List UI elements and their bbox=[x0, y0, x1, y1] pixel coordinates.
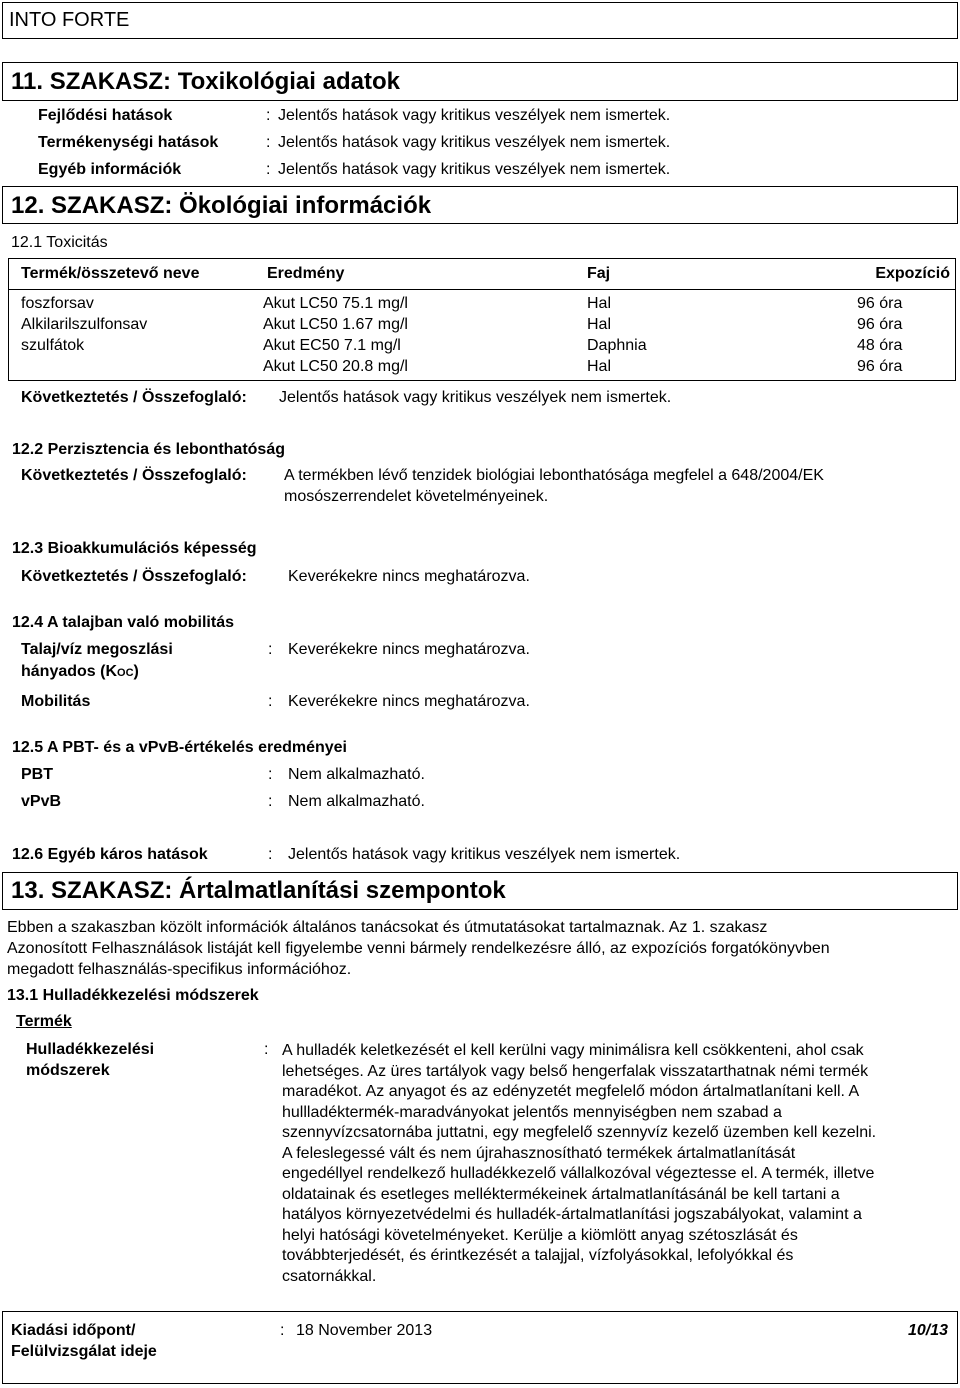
pbt-label: PBT bbox=[21, 766, 53, 783]
s11-colon-2: : bbox=[266, 161, 271, 178]
koc-colon: : bbox=[268, 641, 273, 658]
tox-conclusion-value: Jelentős hatások vagy kritikus veszélyek nem ismertek. bbox=[279, 389, 672, 406]
footer-label-2: Felülvizsgálat ideje bbox=[11, 1343, 157, 1360]
koc-label-sub: OC bbox=[117, 667, 134, 679]
other-effects-colon: : bbox=[268, 846, 273, 863]
bioaccumulation-label: Következtetés / Összefoglaló: bbox=[21, 568, 247, 585]
product-name: INTO FORTE bbox=[9, 9, 130, 31]
bioaccumulation-heading: 12.3 Bioakkumulációs képesség bbox=[12, 540, 257, 557]
tox-result-3: Akut LC50 20.8 mg/l bbox=[263, 358, 408, 375]
s13-intro-2: Azonosított Felhasználások listáját kell figyelembe venni bármely rendelkezésre álló, az expozíciós forgatókönyvben bbox=[7, 940, 830, 957]
tox-result-1: Akut LC50 1.67 mg/l bbox=[263, 316, 408, 333]
persistence-heading: 12.2 Perzisztencia és lebonthatóság bbox=[12, 441, 285, 458]
header-box bbox=[2, 2, 958, 39]
s11-colon-1: : bbox=[266, 134, 271, 151]
tox-col-species: Faj bbox=[587, 265, 611, 282]
section-13-title: 13. SZAKASZ: Ártalmatlanítási szempontok bbox=[11, 877, 506, 904]
waste-line: oldatainak és esetleges melléktermékeinek ártalmatlanításánál be kell tartani a bbox=[282, 1185, 840, 1203]
tox-species-3: Hal bbox=[587, 358, 612, 375]
tox-col-result: Eredmény bbox=[267, 265, 345, 282]
tox-body-box bbox=[8, 289, 956, 381]
other-effects-label: 12.6 Egyéb káros hatások bbox=[12, 846, 208, 863]
waste-line: helyi hatósági követelményeket. Kerülje a kiömlött anyag szétoszlását és bbox=[282, 1226, 798, 1244]
waste-line: maradékot. Az anyagot és az edényzetét megfelelő módon ártalmatlanítani kell. A bbox=[282, 1083, 860, 1100]
waste-line: továbbterjedését, és érintkezését a talajjal, vízfolyásokkal, lefolyókkal és bbox=[282, 1247, 794, 1264]
s11-colon-0: : bbox=[266, 107, 271, 124]
waste-label-1: Hulladékkezelési bbox=[26, 1041, 155, 1058]
tox-exposure-3: 96 óra bbox=[857, 358, 903, 375]
other-effects-value: Jelentős hatások vagy kritikus veszélyek nem ismertek. bbox=[288, 846, 681, 863]
s11-value-2: Jelentős hatások vagy kritikus veszélyek nem ismertek. bbox=[278, 161, 671, 178]
vpvb-colon: : bbox=[268, 793, 273, 810]
footer-page: 10/13 bbox=[907, 1322, 948, 1339]
koc-label-1: Talaj/víz megoszlási bbox=[21, 641, 173, 658]
waste-text bbox=[282, 1041, 952, 1287]
tox-result-2: Akut EC50 7.1 mg/l bbox=[263, 337, 401, 354]
bioaccumulation-value: Keverékekre nincs meghatározva. bbox=[288, 568, 530, 585]
waste-colon: : bbox=[264, 1041, 269, 1058]
product-subheading: Termék bbox=[16, 1013, 72, 1030]
waste-line: A feleslegessé vált és nem újrahasznosítható termékek ártalmatlanítását bbox=[282, 1144, 796, 1162]
pbt-heading: 12.5 A PBT- és a vPvB-értékelés eredményei bbox=[12, 739, 347, 756]
tox-exposure-2: 48 óra bbox=[857, 337, 903, 354]
mobility-value: Keverékekre nincs meghatározva. bbox=[288, 693, 530, 710]
s13-intro-3: megadott felhasználás-specifikus információhoz. bbox=[7, 961, 352, 978]
mobility-label: Mobilitás bbox=[21, 693, 91, 710]
tox-conclusion-label: Következtetés / Összefoglaló: bbox=[21, 389, 247, 406]
s11-label-2: Egyéb információk bbox=[38, 161, 182, 178]
waste-line: hatályos környezetvédelmi és hulladék-ártalmatlanítási jogszabályokat, valamint a bbox=[282, 1206, 862, 1223]
section-11-title: 11. SZAKASZ: Toxikológiai adatok bbox=[11, 68, 400, 95]
tox-product-1: Alkilarilszulfonsav bbox=[21, 316, 148, 333]
waste-methods-heading: 13.1 Hulladékkezelési módszerek bbox=[7, 987, 259, 1004]
koc-label-2b: ) bbox=[133, 663, 139, 680]
koc-value: Keverékekre nincs meghatározva. bbox=[288, 641, 530, 658]
s11-label-0: Fejlődési hatások bbox=[38, 107, 173, 124]
waste-line: A hulladék keletkezését el kell kerülni vagy minimálisra kell csökkenteni, ahol csak bbox=[282, 1042, 864, 1059]
s13-intro-1: Ebben a szakaszban közölt információk általános tanácsokat és útmutatásokat tartalmaznak. Az 1. szakasz bbox=[7, 919, 768, 936]
tox-exposure-0: 96 óra bbox=[857, 295, 903, 312]
footer-colon: : bbox=[280, 1322, 285, 1339]
persistence-label: Következtetés / Összefoglaló: bbox=[21, 467, 247, 484]
mobility-colon: : bbox=[268, 693, 273, 710]
waste-line: szennyvízcsatornába juttatni, egy megfelelő szennyvíz kezelő üzemben kell kezelni. bbox=[282, 1124, 877, 1141]
tox-species-0: Hal bbox=[587, 295, 612, 312]
waste-line: engedéllyel rendelkező hulladékkezelő vállalkozóval végeztesse el. A termék, illetve bbox=[282, 1165, 875, 1182]
mobility-heading: 12.4 A talajban való mobilitás bbox=[12, 614, 234, 631]
waste-label-2: módszerek bbox=[26, 1062, 110, 1079]
pbt-value: Nem alkalmazható. bbox=[288, 766, 425, 783]
s11-label-1: Termékenységi hatások bbox=[38, 134, 219, 151]
s11-value-0: Jelentős hatások vagy kritikus veszélyek nem ismertek. bbox=[278, 107, 671, 124]
tox-col-exposure: Expozíció bbox=[875, 265, 950, 282]
footer-label-1: Kiadási időpont/ bbox=[11, 1322, 136, 1339]
tox-species-2: Daphnia bbox=[587, 337, 647, 354]
koc-label-2 bbox=[21, 663, 139, 681]
section-12-title: 12. SZAKASZ: Ökológiai információk bbox=[11, 192, 432, 219]
pbt-colon: : bbox=[268, 766, 273, 783]
tox-product-0: foszforsav bbox=[21, 295, 94, 312]
tox-species-1: Hal bbox=[587, 316, 612, 333]
waste-line: lehetséges. Az üres tartályok vagy belső hengerfalak visszatarthatnak némi termék bbox=[282, 1062, 869, 1080]
persistence-value-1: A termékben lévő tenzidek biológiai lebonthatósága megfelel a 648/2004/EK bbox=[284, 467, 824, 484]
s11-value-1: Jelentős hatások vagy kritikus veszélyek nem ismertek. bbox=[278, 134, 671, 151]
koc-label-2a: hányados (K bbox=[21, 663, 118, 680]
vpvb-label: vPvB bbox=[21, 793, 62, 810]
waste-line: hullladéktermék-maradványokat jelentős mennyiségben nem szabad a bbox=[282, 1103, 782, 1121]
toxicity-heading: 12.1 Toxicitás bbox=[11, 234, 108, 251]
footer-date: 18 November 2013 bbox=[296, 1322, 433, 1339]
tox-exposure-1: 96 óra bbox=[857, 316, 903, 333]
tox-result-0: Akut LC50 75.1 mg/l bbox=[263, 295, 408, 312]
waste-line: csatornákkal. bbox=[282, 1267, 377, 1285]
tox-product-2: szulfátok bbox=[21, 337, 85, 354]
vpvb-value: Nem alkalmazható. bbox=[288, 793, 425, 810]
tox-col-product: Termék/összetevő neve bbox=[21, 265, 200, 282]
persistence-value-2: mosószerrendelet követelményeinek. bbox=[284, 488, 549, 505]
